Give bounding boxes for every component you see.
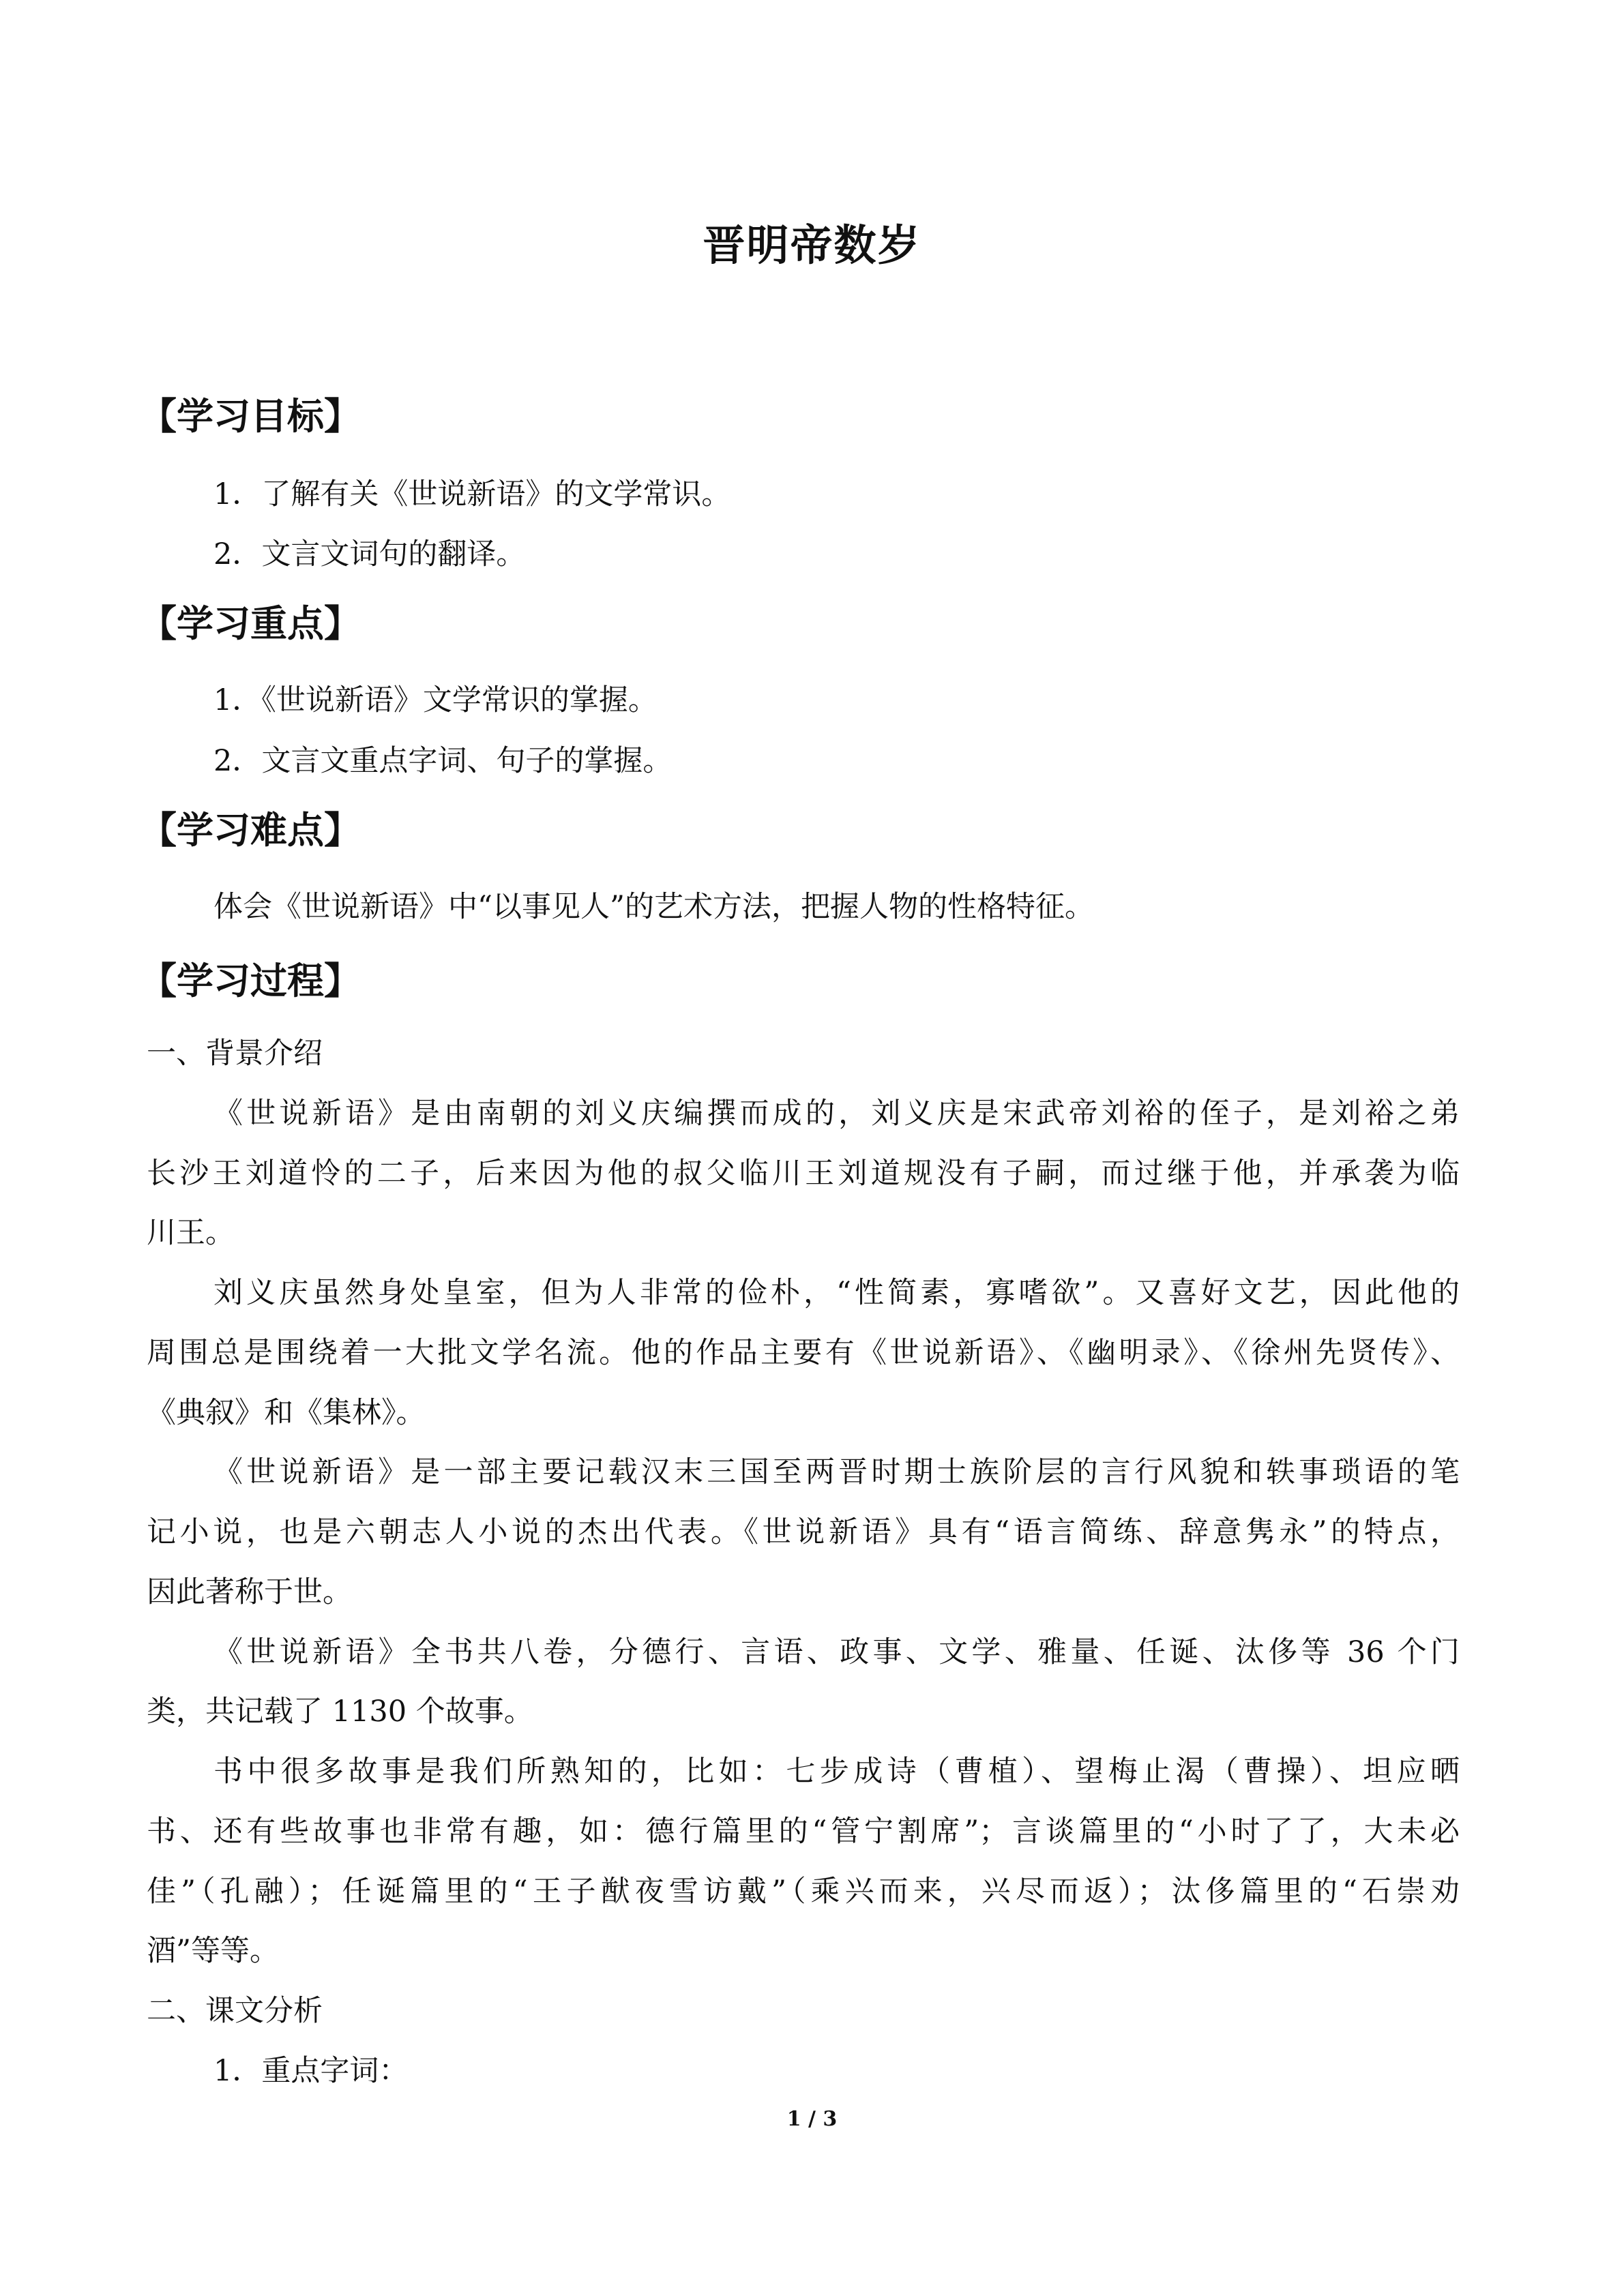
document-title: 晋明帝数岁 xyxy=(703,220,921,270)
paragraph-line: 记小说，也是六朝志人小说的杰出代表。《世说新语》具有“语言简练、辞意隽永”的特点， xyxy=(147,1515,1460,1549)
heading-process: 【学习过程】 xyxy=(140,959,361,1002)
paragraph-line: 《世说新语》是一部主要记载汉末三国至两晋时期士族阶层的言行风貌和轶事琐语的笔 xyxy=(213,1455,1460,1489)
paragraph-line: 《典叙》和《集林》。 xyxy=(147,1396,426,1430)
paragraph-line: 刘义庆虽然身处皇室，但为人非常的俭朴，“性简素，寡嗜欲”。又喜好文艺，因此他的 xyxy=(213,1276,1460,1310)
objective-item: 2．文言文词句的翻译。 xyxy=(213,537,526,571)
key-point-item: 2．文言文重点字词、句子的掌握。 xyxy=(213,744,673,778)
paragraph-line: 类，共记载了 1130 个故事。 xyxy=(147,1695,533,1729)
paragraph-line: 《世说新语》全书共八卷，分德行、言语、政事、文学、雅量、任诞、汰侈等 36 个门 xyxy=(213,1635,1460,1669)
section-title-background: 一、背景介绍 xyxy=(147,1037,323,1071)
key-point-item: 1．《世说新语》文学常识的掌握。 xyxy=(213,683,658,717)
difficulty-item: 体会《世说新语》中“以事见人”的艺术方法，把握人物的性格特征。 xyxy=(213,890,1094,924)
paragraph-line: 周围总是围绕着一大批文学名流。他的作品主要有《世说新语》、《幽明录》、《徐州先贤传》、 xyxy=(147,1336,1460,1370)
heading-objectives: 【学习目标】 xyxy=(140,395,361,438)
paragraph-line: 长沙王刘道怜的二子，后来因为他的叔父临川王刘道规没有子嗣，而过继于他，并承袭为临 xyxy=(147,1157,1460,1191)
objective-item: 1．了解有关《世说新语》的文学常识。 xyxy=(213,477,731,511)
subsection-key-words: 1．重点字词： xyxy=(213,2054,409,2088)
paragraph-line: 因此著称于世。 xyxy=(147,1575,352,1609)
paragraph-line: 书中很多故事是我们所熟知的，比如：七步成诗（曹植）、望梅止渴（曹操）、坦应晒 xyxy=(213,1755,1460,1789)
page-number: 1 / 3 xyxy=(786,2107,838,2131)
heading-key-points: 【学习重点】 xyxy=(140,602,361,645)
paragraph-line: 《世说新语》是由南朝的刘义庆编撰而成的，刘义庆是宋武帝刘裕的侄子，是刘裕之弟 xyxy=(213,1097,1460,1131)
section-title-analysis: 二、课文分析 xyxy=(147,1994,323,2028)
heading-difficulties: 【学习难点】 xyxy=(140,809,361,852)
paragraph-line: 川王。 xyxy=(147,1216,235,1250)
paragraph-line: 佳”（孔融）；任诞篇里的“王子猷夜雪访戴”（乘兴而来，兴尽而返）；汰侈篇里的“石崇劝 xyxy=(147,1875,1460,1909)
paragraph-line: 书、还有些故事也非常有趣，如：德行篇里的“管宁割席”；言谈篇里的“小时了了，大未必 xyxy=(147,1815,1460,1849)
paragraph-line: 酒”等等。 xyxy=(147,1934,279,1968)
